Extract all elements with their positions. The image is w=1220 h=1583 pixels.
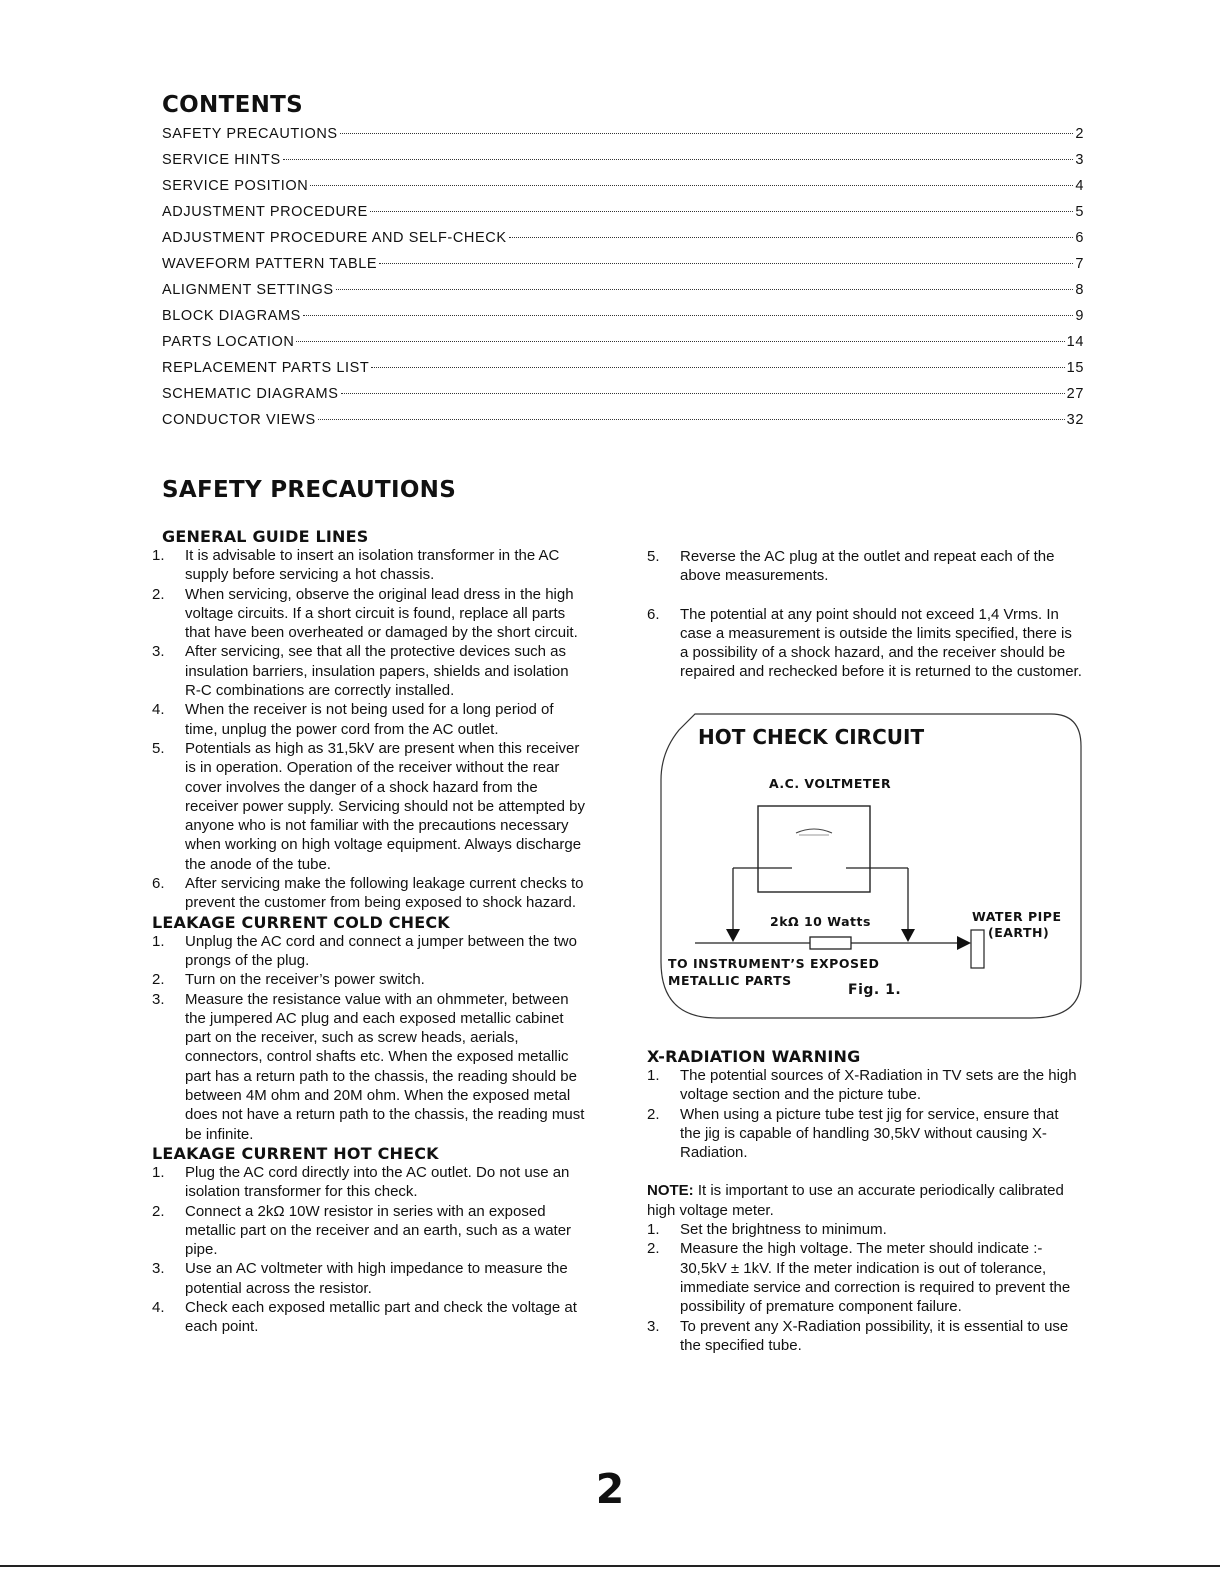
instrument-label: TO INSTRUMENT’S EXPOSED <box>668 956 880 971</box>
toc-entry <box>162 360 1084 386</box>
list-item <box>647 1317 1082 1356</box>
item-number: 2. <box>152 971 165 989</box>
list-item <box>152 700 587 739</box>
resistor-label: 2kΩ 10 Watts <box>770 914 871 929</box>
left-column <box>152 527 587 1337</box>
list-item: 6. The potential at any point should not exceed 1,4 Vrms. In case a measurement is outside the limits specified, there is a possibility of a shock hazard, and the receiver should be repaired and rechecked before it is returned to the customer. <box>647 605 1082 681</box>
item-text: After servicing make the following leakage current checks to prevent the customer from being exposed to shock hazard. <box>185 875 584 912</box>
toc-entry <box>162 152 1084 178</box>
item-text: The potential sources of X-Radiation in TV sets are the high voltage section and the picture tube. <box>680 1067 1077 1104</box>
item-number: 3. <box>647 1317 660 1335</box>
general-guidelines-list <box>152 546 587 913</box>
toc-entry-page: 32 <box>1066 412 1084 428</box>
leakage-hot-check-heading: LEAKAGE CURRENT HOT CHECK <box>152 1143 439 1163</box>
toc-entry-title: ALIGNMENT SETTINGS <box>162 282 334 298</box>
toc-leader-dots <box>379 263 1073 264</box>
toc-leader-dots <box>340 133 1074 134</box>
item-number: 1. <box>152 1163 165 1181</box>
toc-entry-title: WAVEFORM PATTERN TABLE <box>162 256 378 272</box>
note-label: NOTE: <box>647 1182 694 1200</box>
item-text: After servicing, see that all the protective devices such as insulation barriers, insulation papers, shields and isolation R-C combinations are correctly installed. <box>185 643 569 700</box>
toc-leader-dots <box>336 289 1074 290</box>
list-item: 5. Reverse the AC plug at the outlet and repeat each of the above measurements. <box>647 548 1055 585</box>
toc-entry-page: 27 <box>1066 386 1084 402</box>
toc-entry-title: SCHEMATIC DIAGRAMS <box>162 386 339 402</box>
item-number: 3. <box>152 643 165 661</box>
toc-leader-dots <box>283 159 1074 160</box>
toc-entry <box>162 412 1084 438</box>
toc-entry-title: SERVICE HINTS <box>162 152 281 168</box>
voltmeter-label: A.C. VOLTMETER <box>769 776 892 791</box>
toc-leader-dots <box>318 419 1065 420</box>
figure-caption: Fig. 1. <box>848 982 902 998</box>
toc-entry-title: REPLACEMENT PARTS LIST <box>162 360 370 376</box>
item-text: When the receiver is not being used for a long period of time, unplug the power cord from the AC outlet. <box>185 701 554 738</box>
toc-entry-page: 5 <box>1075 204 1084 220</box>
toc-leader-dots <box>370 211 1073 212</box>
list-item <box>152 1259 587 1298</box>
toc-entry-title: PARTS LOCATION <box>162 334 295 350</box>
item-number: 4. <box>152 701 165 719</box>
leakage-hot-check-list <box>152 1163 587 1337</box>
item-number: 1. <box>647 1221 660 1239</box>
list-item <box>152 546 587 585</box>
list-item <box>152 874 587 913</box>
item-text: Unplug the AC cord and connect a jumper between the two prongs of the plug. <box>185 932 577 969</box>
item-text: Set the brightness to minimum. <box>680 1221 887 1239</box>
item-text: When using a picture tube test jig for service, ensure that the jig is capable of handling 30,5kV without causing X-Radiation. <box>680 1105 1059 1162</box>
list-item <box>152 970 587 989</box>
toc-leader-dots <box>310 185 1073 186</box>
x-radiation-list <box>647 1066 1082 1162</box>
general-guidelines-heading: GENERAL GUIDE LINES <box>162 527 369 546</box>
table-of-contents <box>162 126 1084 438</box>
item-number: 2. <box>647 1105 660 1123</box>
voltmeter-box <box>758 806 870 892</box>
toc-entry-title: ADJUSTMENT PROCEDURE <box>162 204 368 220</box>
earth-label: (EARTH) <box>988 925 1050 940</box>
list-item <box>152 642 587 700</box>
toc-leader-dots <box>303 315 1073 316</box>
list-item <box>152 585 587 643</box>
item-number: 3. <box>152 1260 165 1278</box>
list-item <box>152 1163 587 1202</box>
note-paragraph: NOTE: It is important to use an accurate periodically calibrated high voltage meter. <box>647 1182 1064 1219</box>
arrow-pipe-icon <box>957 936 971 950</box>
item-number: 2. <box>152 1202 165 1220</box>
item-text: Check each exposed metallic part and check the voltage at each point. <box>185 1298 577 1336</box>
toc-entry <box>162 126 1084 152</box>
list-item <box>647 1066 1082 1105</box>
list-item <box>152 932 587 971</box>
item-text: Potentials as high as 31,5kV are present when this receiver is in operation. Operation of the receiver without the rear cover involves the danger of a shock hazard from the receiver power supply. Servicing should not be attempted by anyone who is not familiar with the precautions necessary when working on high voltage equipment. Always discharge the anode of the tube. <box>185 739 585 873</box>
toc-entry-page: 15 <box>1066 360 1084 376</box>
item-text: Use an AC voltmeter with high impedance to measure the potential across the resistor. <box>185 1260 568 1297</box>
leakage-hot-check-continued-list <box>647 547 1082 682</box>
toc-entry <box>162 282 1084 308</box>
toc-entry-title: CONDUCTOR VIEWS <box>162 412 316 428</box>
list-item <box>152 990 587 1144</box>
right-column-top <box>647 547 1082 682</box>
x-radiation-heading: X-RADIATION WARNING <box>647 1047 861 1066</box>
list-item <box>647 1105 1082 1163</box>
toc-entry <box>162 308 1084 334</box>
toc-entry-page: 4 <box>1075 178 1084 194</box>
toc-entry <box>162 230 1084 256</box>
toc-entry <box>162 178 1084 204</box>
toc-entry-title: BLOCK DIAGRAMS <box>162 308 301 324</box>
toc-leader-dots <box>341 393 1065 394</box>
toc-entry <box>162 334 1084 360</box>
item-text: To prevent any X-Radiation possibility, it is essential to use the specified tube. <box>680 1317 1069 1354</box>
item-number: 1. <box>152 932 165 950</box>
arrow-left-icon <box>726 929 740 942</box>
toc-entry <box>162 386 1084 412</box>
list-item <box>647 1220 1082 1239</box>
item-number: 1. <box>152 547 165 564</box>
toc-leader-dots <box>371 367 1064 368</box>
toc-entry-page: 9 <box>1075 308 1084 324</box>
item-number: 2. <box>152 585 165 603</box>
item-number: 4. <box>152 1298 165 1316</box>
metallic-parts-label: METALLIC PARTS <box>668 973 792 988</box>
toc-entry-page: 8 <box>1075 282 1084 298</box>
toc-leader-dots <box>296 341 1064 342</box>
list-item <box>647 1239 1082 1316</box>
hot-check-circuit-diagram <box>659 712 1083 1020</box>
item-number: 5. <box>152 739 165 757</box>
leakage-cold-check-heading: LEAKAGE CURRENT COLD CHECK <box>152 912 450 932</box>
page-number: 2 <box>595 1465 625 1513</box>
item-text: When servicing, observe the original lead dress in the high voltage circuits. If a short circuit is found, replace all parts that have been overheated or damaged by the short circuit. <box>185 585 578 642</box>
item-number: 6. <box>152 875 165 893</box>
leakage-cold-check-list <box>152 932 587 1144</box>
list-item <box>152 1202 587 1260</box>
resistor-symbol <box>810 937 851 949</box>
toc-entry-page: 3 <box>1075 152 1084 168</box>
note-list <box>647 1220 1082 1355</box>
item-text: Plug the AC cord directly into the AC outlet. Do not use an isolation transformer for this check. <box>185 1163 570 1201</box>
toc-entry-page: 7 <box>1075 256 1084 272</box>
toc-entry-title: SAFETY PRECAUTIONS <box>162 126 338 142</box>
item-text: Measure the high voltage. The meter should indicate :- 30,5kV ± 1kV. If the meter indication is out of tolerance, immediate service and correction is required to prevent the possibility of premature component failure. <box>680 1240 1071 1316</box>
toc-entry <box>162 256 1084 282</box>
right-column-bottom <box>647 1047 1082 1355</box>
item-text: Connect a 2kΩ 10W resistor in series with an exposed metallic part on the receiver and an earth, such as a water pipe. <box>185 1202 572 1259</box>
contents-heading: CONTENTS <box>162 92 303 118</box>
toc-entry-page: 2 <box>1075 126 1084 142</box>
item-number: 2. <box>647 1240 660 1258</box>
toc-entry-title: SERVICE POSITION <box>162 178 309 194</box>
arrow-right-icon <box>901 929 915 942</box>
toc-entry <box>162 204 1084 230</box>
toc-entry-page: 6 <box>1075 230 1084 246</box>
toc-entry-title: ADJUSTMENT PROCEDURE AND SELF-CHECK <box>162 230 507 246</box>
item-text: It is advisable to insert an isolation transformer in the AC supply before servicing a hot chassis. <box>185 547 560 584</box>
list-item <box>152 1298 587 1337</box>
safety-precautions-heading: SAFETY PRECAUTIONS <box>162 477 457 503</box>
water-pipe-label: WATER PIPE <box>972 909 1062 924</box>
item-text: Turn on the receiver’s power switch. <box>185 971 425 989</box>
water-pipe-symbol <box>971 930 984 968</box>
meter-scale-arc <box>796 829 832 833</box>
item-text: Measure the resistance value with an ohmmeter, between the jumpered AC plug and each exposed metallic cabinet part on the receiver, such as screw heads, aerials, connectors, control shafts etc. When the exposed metallic part has a return path to the chassis, the reading should be between 4M ohm and 20M ohm. When the exposed metal does not have a return path to the chassis, the reading must be infinite. <box>185 990 585 1143</box>
item-number: 1. <box>647 1067 660 1084</box>
list-item <box>152 739 587 874</box>
item-number: 3. <box>152 990 165 1008</box>
diagram-title: HOT CHECK CIRCUIT <box>698 725 925 749</box>
toc-entry-page: 14 <box>1066 334 1084 350</box>
toc-leader-dots <box>509 237 1074 238</box>
bottom-rule <box>0 1565 1220 1567</box>
